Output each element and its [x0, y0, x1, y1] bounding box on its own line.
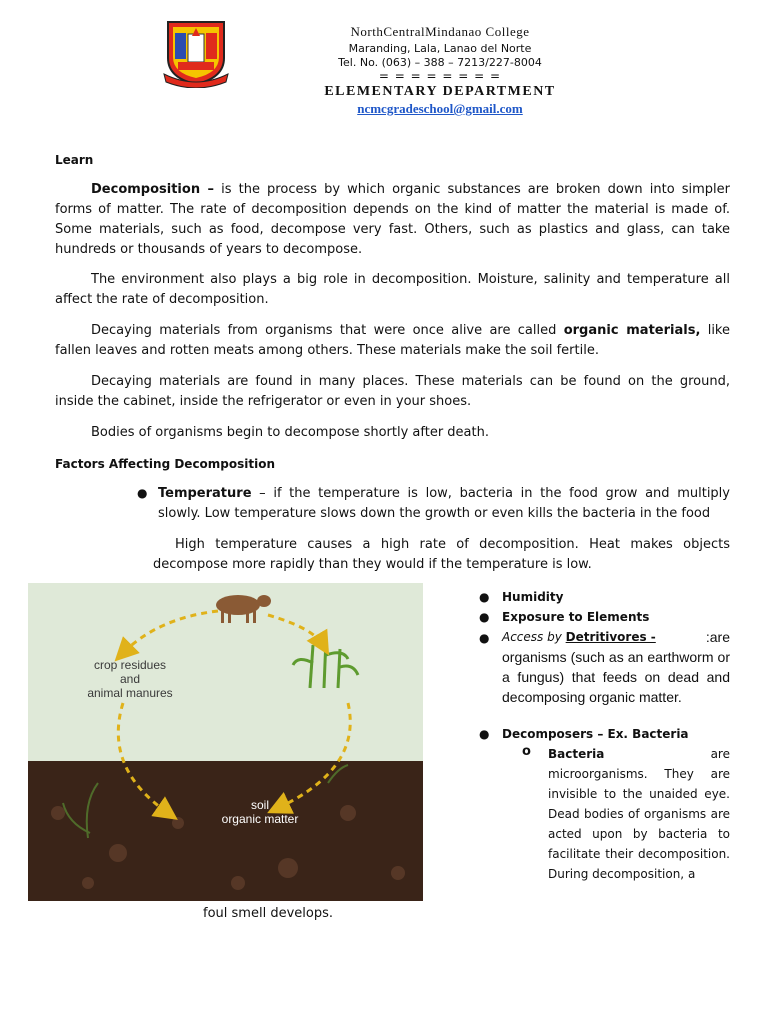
continuation-text: foul smell develops. — [203, 906, 333, 921]
term-organic-materials: organic materials, — [563, 323, 701, 338]
access-prefix: Access by — [502, 630, 566, 644]
label-crop-residues: crop residues — [93, 658, 167, 672]
temperature-text: – if the temperature is low, bacteria in the food grow and multiply slowly. Low temperature slows down the growth or even kills the bacteria in the food — [158, 486, 730, 521]
organic-before: Decaying materials from organisms that were once alive are called — [91, 323, 564, 338]
access-def-rest: organisms (such as an earthworm or a fungus) that feeds on dead and decomposing organic matter. — [502, 649, 730, 705]
header-separator: = = = = = = = = — [378, 69, 502, 83]
email-line — [160, 101, 720, 117]
section-heading-learn: Learn — [55, 153, 94, 167]
bacteria-description — [548, 744, 730, 884]
decomposition-cycle-diagram — [28, 583, 423, 901]
factor-temperature — [158, 484, 730, 524]
access-def-start: :are — [705, 629, 730, 645]
sub-bullet-circle: o — [522, 744, 531, 759]
factor-exposure: Exposure to Elements — [502, 610, 650, 624]
factor-humidity: Humidity — [502, 590, 564, 604]
school-name — [160, 24, 720, 40]
term-temperature: Temperature — [158, 486, 252, 501]
factor-access-detritivores — [502, 627, 730, 707]
bullet-dot: ● — [479, 590, 490, 604]
bullet-dot: ● — [137, 486, 148, 500]
bullet-dot: ● — [479, 631, 490, 645]
paragraph-high-temperature: High temperature causes a high rate of decomposition. Heat makes objects decompose more rapidly than they would if the temperature is low. — [153, 537, 730, 572]
label-animal-manures: animal manures — [87, 686, 173, 700]
school-telephone: Tel. No. (063) – 388 – 7213/227-8004 — [338, 56, 542, 69]
email-link[interactable]: ncmcgradeschool@gmail.com — [357, 101, 523, 116]
bacteria-text: are microorganisms. They are invisible to the unaided eye. Dead bodies of organisms are acted upon by bacteria to facilitate their decomposition. During decomposition, a — [548, 747, 730, 881]
school-name-text: NorthCentralMindanao College — [350, 24, 530, 39]
label-organic-matter: organic matter — [221, 812, 299, 826]
factor-decomposers: Decomposers – Ex. Bacteria — [502, 727, 689, 741]
school-address: Maranding, Lala, Lanao del Norte — [348, 42, 532, 55]
paragraph-decomposition — [55, 180, 730, 260]
section-heading-factors: Factors Affecting Decomposition — [55, 457, 276, 471]
term-bacteria: Bacteria — [548, 747, 605, 761]
paragraph-organic-materials — [55, 321, 730, 361]
paragraph-environment: The environment also plays a big role in decomposition. Moisture, salinity and temperature all affect the rate of decomposition. — [55, 272, 730, 307]
bullet-dot: ● — [479, 610, 490, 624]
organic-after: like fallen leaves and rotten meats among others. These materials make the soil fertile. — [55, 323, 730, 358]
label-soil: soil — [250, 798, 270, 812]
term-detritivores: Detritivores - — [565, 630, 656, 644]
department-title: ELEMENTARY DEPARTMENT — [324, 84, 556, 99]
label-and: and — [119, 672, 141, 686]
bullet-dot: ● — [479, 727, 490, 741]
term-decomposition: Decomposition – — [91, 182, 215, 197]
paragraph-bodies: Bodies of organisms begin to decompose shortly after death. — [91, 425, 489, 440]
paragraph-decomposition-text: is the process by which organic substances are broken down into simpler forms of matter. The rate of decomposition depends on the kind of matter the material is made of. Some materials, such as food, decompose very fast. Others, such as plastics and glass, can take hundreds or thousands of years to decompose. — [55, 182, 730, 257]
paragraph-decaying-places: Decaying materials are found in many places. These materials can be found on the ground, inside the cabinet, inside the refrigerator or even in your shoes. — [55, 374, 730, 409]
